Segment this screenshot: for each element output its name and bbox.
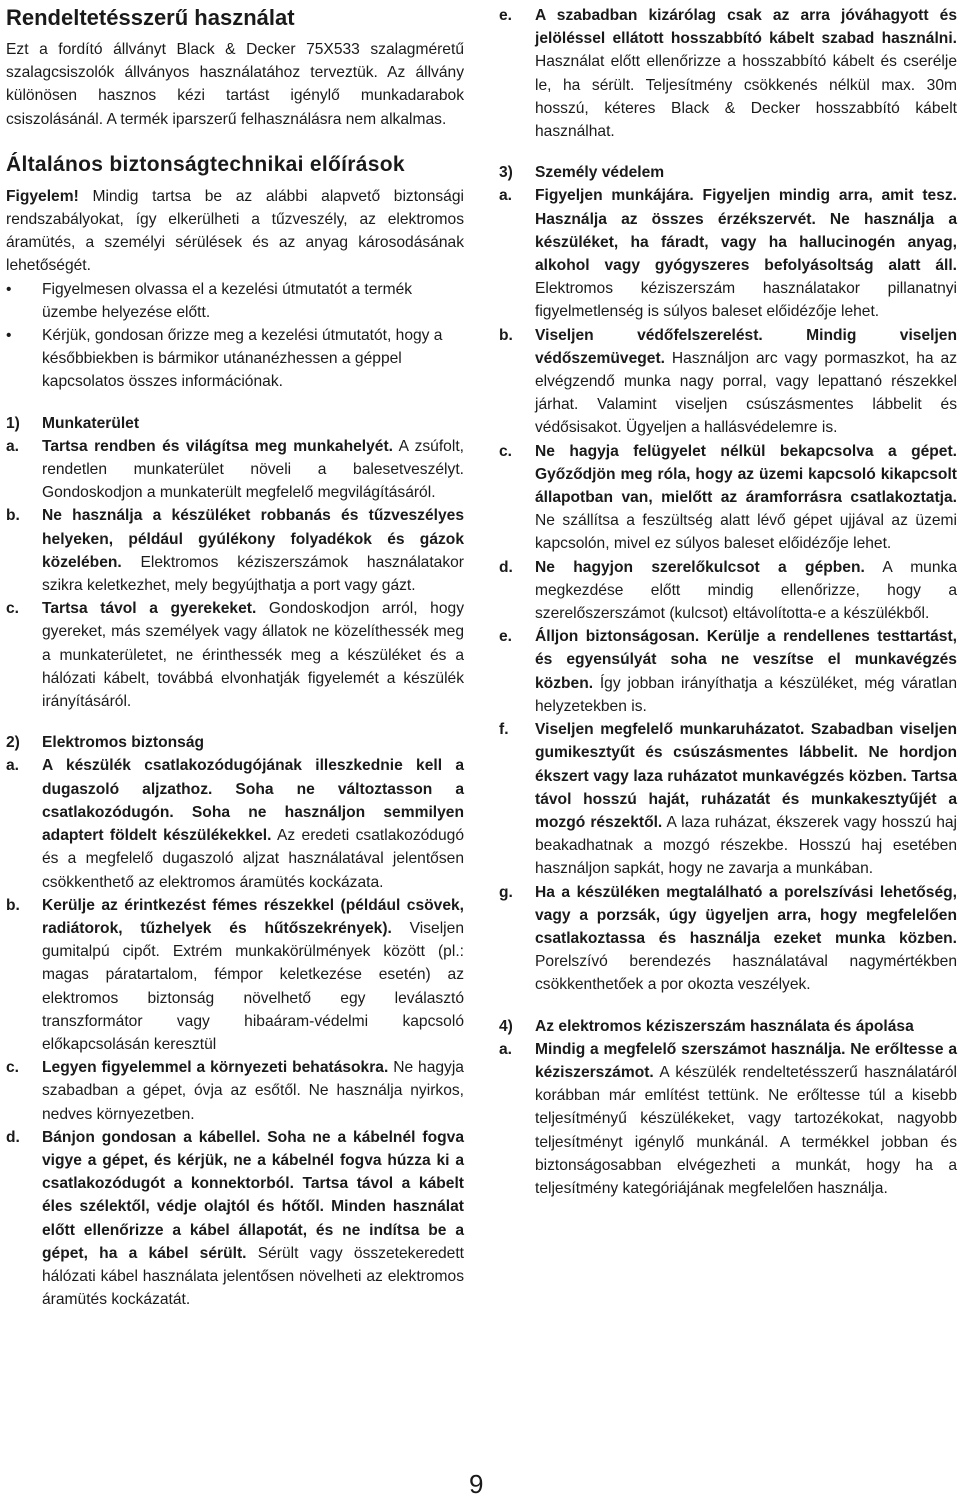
section-title: Az elektromos kéziszerszám használata és ápolása (535, 1017, 914, 1035)
item-body-text: A zsúfolt, rendetlen munkaterület növeli a balesetveszélyt. Gondoskodjon a munkaterült megfelelő megvilágításáról. (42, 437, 464, 502)
item-mark: b. (6, 507, 20, 525)
item-body-text: Ne hagyja szabadban a gépet, óvja az esőtől. Ne használja nyirkos, nedves környezetben. (42, 1059, 464, 1123)
item-body-text: Gondoskodjon arról, hogy gyereket, más személyek vagy állatok ne közelíthessék meg a munkaterületet, ne érinthessék meg a készüléket és a hálózati kábelt, továbbá elvonhatják figyelemét a készülék irányításáról. (42, 600, 464, 711)
item-body-text: Sérült vagy összetekeredett hálózati kábel használata jelentősen növelheti az elektromos áramütés kockázatát. (42, 1244, 465, 1309)
item-bold-text: A készülék csatlakozódugójának illeszkednie kell a dugaszoló aljzathoz. Soha ne változtasson a csatlakozódugón. Soha ne használjon semmilyen adaptert földelt készülékekkel. (42, 757, 464, 845)
warning-label: Figyelem! (6, 187, 79, 205)
item-text (535, 1038, 957, 1200)
item-text (535, 718, 957, 880)
bullet-text: Figyelmesen olvassa el a kezelési útmutatót a termék üzembe helyezése előtt. (42, 280, 413, 321)
item-text (42, 504, 464, 597)
item-mark: a. (6, 437, 20, 455)
item-body-text: Az eredeti csatlakozódugó és a megfelelő dugaszoló aljzat használatával jelentősen csökkenthető az elektromos áramütés kockázata. (42, 827, 464, 891)
list-item (499, 1038, 957, 1200)
item-body-text: A készülék rendeltetésszerű használatáról korábban már említést tettünk. Ne erőltesse túl a kisebb teljesítményű készülékeket, vagy tartozékokat, nagyobb teljesítményt igénylő munkánál. A termékkel jobban és biztonságosabban elvégezheti a munkát, hogy ha a teljesítmény kategóriájának megfelelően használja. (535, 1063, 957, 1197)
item-text (535, 324, 957, 440)
item-body-text: Viseljen gumitalpú cipőt. Extrém munkakörülmények között (pl.: magas páratartalom, fémpor keletkezése esetén) az elektromos biztonság növelhető egy leválasztó transzformátor vagy hibaáram-védelmi kapcsoló előkapcsolásán keresztül (42, 919, 464, 1053)
item-mark: e. (499, 628, 513, 646)
section-number: 2) (6, 734, 20, 752)
list-item (499, 4, 957, 143)
item-bold-text: Viseljen megfelelő munkaruházatot. Szabadban viseljen gumikesztyűt és csúszásmentes lábbelit. Ne hordjon ékszert vagy laza ruházatot munkavégzés közben. Tartsa távol hosszú haját, ruházatát és munkakesztyűjét a mozgó részektől. (535, 721, 957, 831)
item-body-text: Porelszívó berendezés használatával nagymértékben csökkenthetőek a por okozta veszélyek. (535, 953, 957, 994)
item-bold-text: Kerülje az érintkezést fémes részekkel (például csövek, radiátorok, tűzhelyek és hűtőszekrények). (42, 896, 464, 937)
bullet-item (6, 324, 464, 394)
list-item (499, 324, 957, 440)
item-text (535, 625, 957, 718)
item-mark: d. (6, 1128, 20, 1146)
item-bold-text: Ne használja a készüléket robbanás és tűzveszélyes helyeken, például gyúlékony folyadékok és gázok közelében. (42, 507, 464, 571)
list-item (6, 504, 464, 597)
list-item (499, 556, 957, 626)
item-bold-text: Ne hagyja felügyelet nélkül bekapcsolva a gépet. Győződjön meg róla, hogy az üzemi kapcsoló kikapcsolt állapotban van, mielőtt az áramforrásra csatlakoztatja. (535, 442, 957, 507)
item-mark: e. (499, 7, 513, 24)
item-bold-text: Figyeljen munkájára. Figyeljen mindig arra, amit tesz. Használja az összes érzékszervét. Ne használja a készüléket, ha fáradt, vagy ha hallucinogén anyag, alkohol vagy gyógyszeres befolyásoltság alatt áll. (535, 187, 957, 275)
section-heading-4 (499, 1015, 957, 1038)
section-heading-1 (6, 412, 464, 435)
bullet-mark: • (6, 280, 12, 298)
section-number: 3) (499, 164, 513, 182)
section-heading-2 (6, 731, 464, 754)
section-title: Munkaterület (42, 414, 140, 432)
bullet-item (6, 278, 464, 324)
list-item (6, 1126, 464, 1312)
item-mark: b. (6, 896, 20, 914)
section-title: Személy védelem (535, 164, 665, 182)
item-text (42, 435, 464, 505)
bullet-text: Kérjük, gondosan őrizze meg a kezelési útmutatót, hogy a későbbiekben is bármikor utánanézhessen a géppel kapcsolatos összes információnak. (42, 327, 443, 391)
item-text (42, 597, 464, 713)
list-item (6, 754, 464, 893)
item-text (42, 1126, 464, 1312)
list-item (499, 440, 957, 556)
item-mark: b. (499, 326, 513, 344)
item-bold-text: Ne hagyjon szerelőkulcsot a gépben. (535, 558, 865, 576)
section-title: Elektromos biztonság (42, 734, 205, 752)
item-text (535, 184, 957, 323)
item-body-text: Elektromos kéziszerszámok használatakor szikra keletkezhet, mely begyújthatja a port vagy gázt. (42, 553, 464, 595)
item-text (535, 556, 957, 626)
item-bold-text: Ha a készüléken megtalálható a porelszívási lehetőség, vagy a porzsák, úgy ügyeljen arra, hogy megfelelően csatlakoztassa és használja ezeket munka közben. (535, 883, 957, 947)
item-body-text: A laza ruházat, ékszerek vagy hosszú haj beakadhatnak a mozgó részekbe. Hosszú haj esetében használjon sapkát, hogy ne zavarja a munkában. (535, 813, 957, 878)
list-item (499, 881, 957, 997)
warning-paragraph (6, 185, 464, 278)
warning-text: Mindig tartsa be az alábbi alapvető biztonsági rendszabályokat, így elkerülheti a tűzveszély, az elektromos áramütés, a személyi sérülések és az anyag károsodásának lehetőségét. (6, 187, 464, 275)
item-bold-text: Tartsa rendben és világítsa meg munkahelyét. (42, 437, 393, 455)
item-mark: a. (499, 1040, 513, 1058)
bullet-mark: • (6, 327, 12, 345)
item-mark: f. (499, 721, 509, 739)
item-body-text: A munka megkezdése előtt mindig ellenőrizze, hogy a szerelőszerszámot (kulcsot) eltávolította-e a készülékből. (535, 558, 957, 623)
item-bold-text: Viseljen védőfelszerelést. Mindig viseljen védőszemüveget. (535, 326, 957, 367)
item-body-text: Elektromos kéziszerszám használatakor pillanatnyi figyelmetlenség is súlyos baleset előidézője lehet. (535, 280, 957, 321)
item-mark: a. (6, 757, 20, 775)
item-mark: g. (499, 883, 513, 901)
item-text (42, 894, 464, 1056)
item-body-text: Ne szállítsa a feszültség alatt lévő gépet ujjával az üzemi kapcsolón, mivel ez súlyos baleset előidézője lehet. (535, 512, 957, 553)
right-column (499, 0, 957, 1200)
item-body-text: Használat előtt ellenőrizze a hosszabbító kábelt és cserélje le, ha sérült. Teljesítmény csökkenés nélkül max. 30m hosszú, kéteres Black & Decker hosszabbító kábelt használhat. (535, 53, 957, 141)
page-number: 9 (469, 1469, 484, 1499)
left-column (6, 0, 464, 1311)
safety-heading: Általános biztonságtechnikai előírások (6, 152, 405, 176)
item-mark: c. (6, 1059, 20, 1077)
item-text (42, 754, 464, 893)
section-number: 4) (499, 1017, 513, 1035)
item-bold-text: Bánjon gondosan a kábellel. Soha ne a kábelnél fogva vigye a gépet, és kérjük, ne a kábelnél fogva húzza ki a csatlakozódugót a konnektorból. Tartsa távol a kábelt éles szélektől, védje olajtól és hőtől. Minden használat előtt ellenőrizze a kábel állapotát, és ne indítsa be a gépet, ha a kábel sérült. (42, 1128, 464, 1262)
item-mark: d. (499, 558, 513, 576)
list-item (6, 435, 464, 505)
page-title: Rendeltetésszerű használat (6, 5, 295, 30)
list-item (499, 184, 957, 323)
list-item (6, 894, 464, 1056)
section-number: 1) (6, 414, 20, 432)
item-bold-text: Tartsa távol a gyerekeket. (42, 600, 257, 618)
item-text (535, 4, 957, 143)
list-item (499, 625, 957, 718)
item-bold-text: A szabadban kizárólag csak az arra jóváhagyott és jelöléssel ellátott hosszabbító kábelt szabad használni. (535, 7, 957, 48)
list-item (499, 718, 957, 880)
list-item (6, 1056, 464, 1126)
item-bold-text: Mindig a megfelelő szerszámot használja. Ne erőltesse a kéziszerszámot. (535, 1040, 957, 1081)
item-mark: c. (6, 600, 20, 618)
item-text (535, 881, 957, 997)
item-mark: c. (499, 442, 513, 460)
item-body-text: Használjon arc vagy pormaszkot, ha az elvégzendő munka nagy porral, vagy lepattanó részekkel járhat. Valamint viseljen csúszásmentes lábbelit és védősisakot. Ügyeljen a hallásvédelemre is. (535, 349, 957, 437)
item-text (42, 1056, 464, 1126)
item-bold-text: Legyen figyelemmel a környezeti behatásokra. (42, 1059, 389, 1077)
item-mark: a. (499, 187, 513, 205)
list-item (6, 597, 464, 713)
intro-paragraph: Ezt a fordító állványt Black & Decker 75X533 szalagméretű szalagcsiszolók állványos használatához terveztük. Az állvány különösen hasznos kézi tartást igénylő munkadarabok csiszolásánál. A termék iparszerű felhasználásra nem alkalmas. (6, 41, 464, 128)
item-bold-text: Álljon biztonságosan. Kerülje a rendellenes testtartást, és egyensúlyát soha ne veszítse el munkavégzés közben. (535, 628, 957, 692)
item-body-text: Így jobban irányíthatja a készüléket, még váratlan helyzetekben is. (535, 674, 957, 715)
item-text (535, 440, 957, 556)
section-heading-3 (499, 161, 957, 184)
